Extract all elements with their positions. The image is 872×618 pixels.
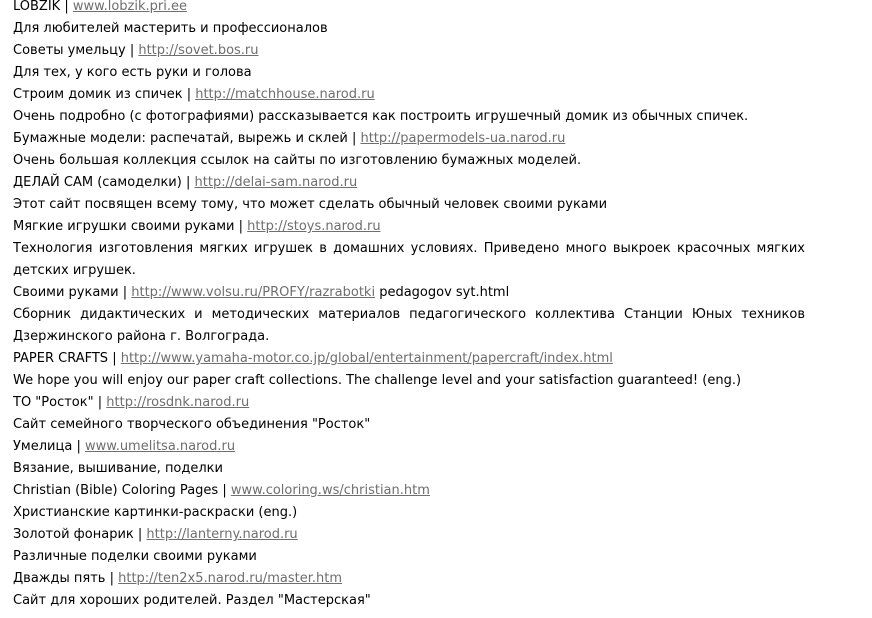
entry-description: Очень большая коллекция ссылок на сайты по изготовлению бумажных моделей. xyxy=(13,153,582,168)
entry-title-line xyxy=(13,524,805,546)
entry-link[interactable]: http://delai-sam.narod.ru xyxy=(194,175,358,190)
entry-link[interactable]: http://sovet.bos.ru xyxy=(138,43,259,58)
entry-description: Сборник дидактических и методических материалов педагогического коллектива Станции Юных техников xyxy=(13,307,805,322)
entry-description: Сайт семейного творческого объединения "Росток" xyxy=(13,417,371,432)
entry-link[interactable]: http://stoys.narod.ru xyxy=(247,219,381,234)
entry-link-suffix: pedagogov syt.html xyxy=(375,285,510,300)
entry-title: Строим домик из спичек xyxy=(13,87,183,102)
entry-link[interactable]: http://rosdnk.narod.ru xyxy=(106,395,250,410)
separator: | xyxy=(129,43,135,58)
entry-link[interactable]: www.umelitsa.narod.ru xyxy=(84,439,236,454)
entry-link[interactable]: http://matchhouse.narod.ru xyxy=(195,87,375,102)
entry-title-line xyxy=(13,568,805,590)
entry-title: Своими руками xyxy=(13,285,119,300)
entry-title: Мягкие игрушки своими руками xyxy=(13,219,235,234)
separator: | xyxy=(351,131,357,146)
separator: | xyxy=(112,351,117,366)
entry-title: Дважды пять xyxy=(13,571,106,586)
separator: | xyxy=(122,285,128,300)
entry-title-line xyxy=(13,0,805,18)
entry-title-line xyxy=(13,172,805,194)
entry-link[interactable]: http://www.yamaha-motor.co.jp/global/entertainment/papercraft/index.html xyxy=(120,351,613,366)
separator: | xyxy=(64,0,69,14)
entry-title-line xyxy=(13,282,805,304)
separator: | xyxy=(185,175,191,190)
entry-title-line xyxy=(13,128,805,150)
entry-description: Для любителей мастерить и профессионалов xyxy=(13,21,328,36)
entry-description: Технология изготовления мягких игрушек в домашних условиях. Приведено много выкроек красочных мягких xyxy=(13,241,805,256)
entry-title: Золотой фонарик xyxy=(13,527,134,542)
entry-title: LOBZIK xyxy=(13,0,61,14)
entry-description: Сайт для хороших родителей. Раздел "Мастерская" xyxy=(13,593,371,608)
entry-title-line xyxy=(13,392,805,414)
entry-link[interactable]: www.lobzik.pri.ee xyxy=(72,0,187,14)
entry-description: Этот сайт посвящен всему тому, что может сделать обычный человек своими руками xyxy=(13,197,608,212)
entry-title: PAPER CRAFTS xyxy=(13,351,109,366)
separator: | xyxy=(186,87,192,102)
entry-title: Советы умельцу xyxy=(13,43,126,58)
entry-title: Бумажные модели: распечатай, вырежь и склей xyxy=(13,131,348,146)
entry-link[interactable]: http://www.volsu.ru/PROFY/razrabotki xyxy=(131,285,376,300)
entry-description: Для тех, у кого есть руки и голова xyxy=(13,65,252,80)
separator: | xyxy=(238,219,244,234)
entry-description: Различные поделки своими руками xyxy=(13,549,257,564)
entry-title-line xyxy=(13,84,805,106)
entry-title: Christian (Bible) Coloring Pages xyxy=(13,483,219,498)
separator: | xyxy=(222,483,227,498)
entry-description-continued: Дзержинского района г. Волгограда. xyxy=(13,329,270,344)
entry-description: Христианские картинки-раскраски (eng.) xyxy=(13,505,298,520)
entry-description: Очень подробно (с фотографиями) рассказывается как построить игрушечный домик из обычных спичек. xyxy=(13,109,749,124)
entry-title: ДЕЛАЙ САМ (самоделки) xyxy=(13,175,182,190)
link-directory xyxy=(13,0,805,612)
entry-title: ТО "Росток" xyxy=(13,395,94,410)
separator: | xyxy=(137,527,143,542)
entry-description: Вязание, вышивание, поделки xyxy=(13,461,223,476)
entry-link[interactable]: http://lanterny.narod.ru xyxy=(146,527,298,542)
separator: | xyxy=(76,439,81,454)
entry-title-line xyxy=(13,216,805,238)
entry-description-continued: детских игрушек. xyxy=(13,263,136,278)
entry-link[interactable]: http://papermodels-ua.narod.ru xyxy=(360,131,566,146)
entry-description: We hope you will enjoy our paper craft collections. The challenge level and your satisfaction guaranteed! (eng.) xyxy=(13,373,742,388)
entry-title: Умелица xyxy=(13,439,73,454)
separator: | xyxy=(109,571,114,586)
entry-title-line xyxy=(13,480,805,502)
entry-title-line xyxy=(13,348,805,370)
entry-link[interactable]: http://ten2x5.narod.ru/master.htm xyxy=(118,571,342,586)
entry-link[interactable]: www.coloring.ws/christian.htm xyxy=(230,483,430,498)
separator: | xyxy=(97,395,103,410)
entry-title-line xyxy=(13,436,805,458)
entry-title-line xyxy=(13,40,805,62)
